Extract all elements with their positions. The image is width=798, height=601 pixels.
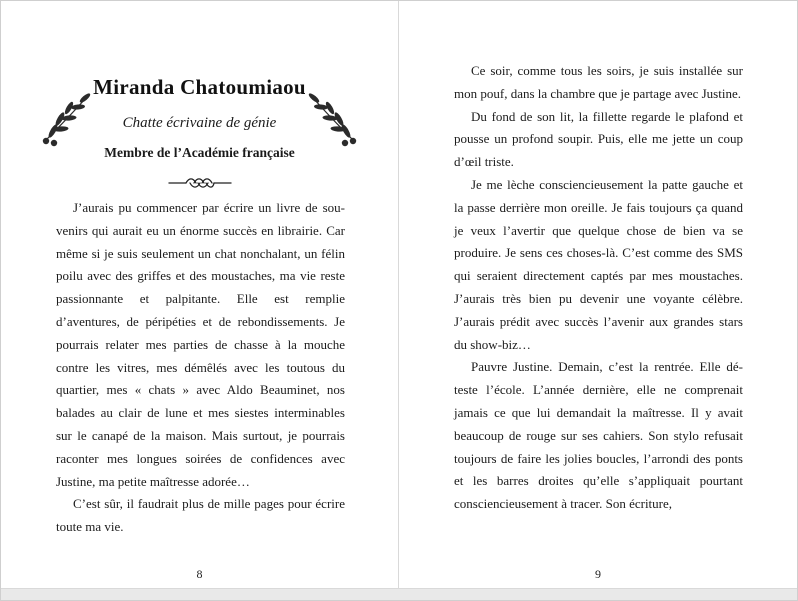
right-page-body bbox=[454, 60, 743, 516]
page-number-right: 9 bbox=[595, 567, 601, 581]
chapter-header bbox=[1, 75, 398, 193]
section-divider-icon bbox=[1, 175, 398, 193]
chapter-title: Miranda Chatoumiaou bbox=[93, 75, 306, 99]
page-left bbox=[1, 1, 399, 588]
paragraph: Je me lèche consciencieusement la patte gauche et la passe derrière mon oreille. Je fais toujours ça quand je veux l’avertir que quelque chose de bien va se produire. Je sens ces choses-là. C’est comme des SMS qui seraient directement captés par mes moustaches. J’aurais très bien pu devenir une voyante célèbre. J’aurais prédit avec succès l’avenir aux grandes stars du show-biz… bbox=[454, 176, 743, 352]
paragraph: Du fond de son lit, la fillette regarde le plafond et pousse un profond soupir. Puis, elle me jette un coup d’œil triste. bbox=[454, 108, 743, 170]
olive-branch-left-icon bbox=[39, 91, 91, 147]
paragraph: J’aurais pu commencer par écrire un livre de souvenirs qui aurait eu un énorme succès en librairie. Car même si je suis seulement un chat nonchalant, un félin poilu avec des griffes et des moustaches, ma vie reste passionnante et palpitante. Elle est remplie d’aventures, de péripéties et de rebondissements. Je pourrais relater mes parties de chasse à la mouche contre les vitres, mes démêlés avec les toutous du quartier, mes « chats » avec Aldo Beauminet, nos balades au clair de lune et mes siestes interminables sur le canapé de la maison. Mais surtout, je pourrais raconter mes longues soirées de confidences avec Justine, ma petite maîtresse adorée… bbox=[56, 200, 345, 489]
page-bottom-edge bbox=[1, 588, 797, 600]
paragraph: Ce soir, comme tous les soirs, je suis installée sur mon pouf, dans la chambre que je partage avec Justine. bbox=[454, 63, 743, 101]
paragraph: Pauvre Justine. Demain, c’est la rentrée. Elle déteste l’école. L’année dernière, elle ne comprenait jamais ce que lui demandait la maîtresse. Il y avait beaucoup de rouge sur ses cahiers. Son stylo refusait toujours de faire les jolies boucles, l’arrondi des ponts et les barres droites qu’elle s’appliquait pourtant consciencieusement à tracer. Son écriture, bbox=[454, 359, 743, 512]
chapter-subtitle: Chatte écrivaine de génie bbox=[122, 115, 277, 131]
page-number-left: 8 bbox=[196, 567, 203, 581]
page-right bbox=[399, 1, 797, 588]
olive-branch-right-icon bbox=[308, 91, 360, 147]
chapter-credential: Membre de l’Académie française bbox=[104, 145, 295, 160]
paragraph: C’est sûr, il faudrait plus de mille pages pour écrire toute ma vie. bbox=[56, 496, 345, 535]
left-page-body bbox=[56, 197, 345, 539]
